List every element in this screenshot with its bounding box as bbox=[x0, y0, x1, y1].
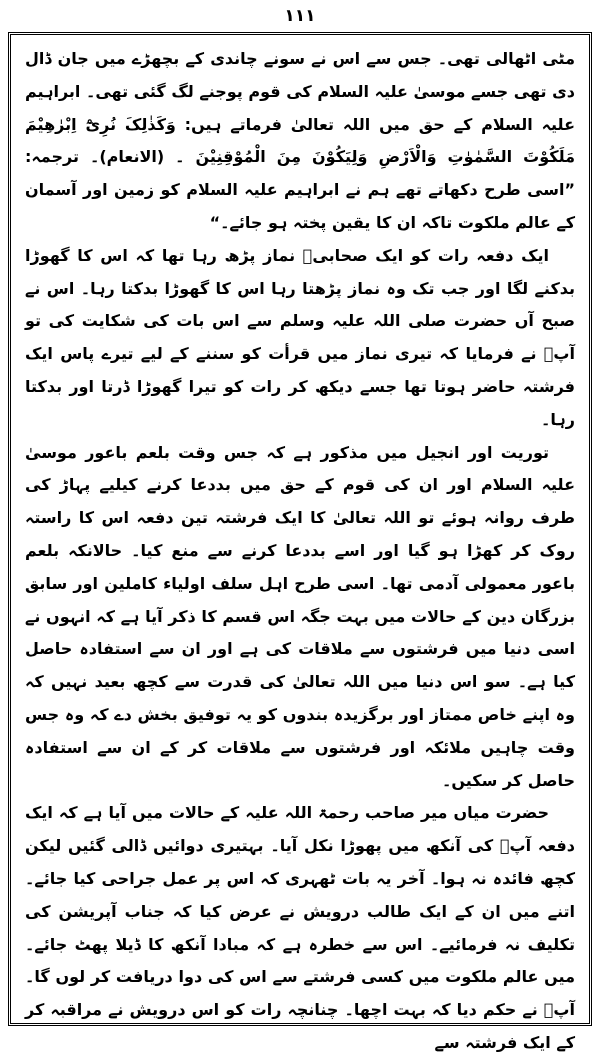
paragraph-2: ایک دفعہ رات کو ایک صحابیؓ نماز پڑھ رہا تھا کہ اس کا گھوڑا بدکنے لگا اور جب تک وہ نماز پڑھتا رہا اس کا گھوڑا بدکتا رہا۔ اس نے صبح آں حضرت صلی اللہ علیہ وسلم سے اس بات کی شکایت کی تو آپؐ نے فرمایا کہ تیری نماز میں قرأت کو سننے کے لیے تیرے پاس ایک فرشتہ حاضر ہوتا تھا جسے دیکھ کر رات کو تیرا گھوڑا ڈرتا اور بدکتا رہا۔ bbox=[25, 245, 575, 429]
paragraph-4: حضرت میاں میر صاحب رحمۃ اللہ علیہ کے حالات میں آیا ہے کہ ایک دفعہ آپؒ کی آنکھ میں پھوڑا نکل آیا۔ بہتیری دوائیں ڈالی گئیں لیکن کچھ فائدہ نہ ہوا۔ آخر یہ بات ٹھہری کہ اس پر عمل جراحی کیا جائے۔ اتنے میں ان کے ایک طالب درویش نے عرض کیا کہ جناب آپریشن کی تکلیف نہ فرمائیے۔ اس سے خطرہ ہے کہ مبادا آنکھ کا ڈیلا پھٹ جائے۔ میں عالم ملکوت میں کسی فرشتے سے اس کی دوا دریافت کر لوں گا۔ آپؒ نے حکم دیا کہ بہت اچھا۔ چنانچہ رات کو اس درویش نے مراقبہ کر کے ایک فرشتہ سے bbox=[25, 803, 575, 1052]
paragraph-1: مٹی اٹھالی تھی۔ جس سے اس نے سونے چاندی کے بچھڑے میں جان ڈال دی تھی جسے موسیٰ علیہ السلام کی قوم پوجنے لگ گئی تھی۔ ابراہیم علیہ السلام کے حق میں اللہ تعالیٰ فرماتے ہیں: وَکَذٰلِکَ نُرِیْٓ اِبْرٰھِیْمَ مَلَکُوْتَ السَّمٰوٰتِ وَالْاَرْضِ وَلِیَکُوْنَ مِنَ الْمُوْقِنِیْنَ ۔ (الانعام)۔ ترجمہ: ”اسی طرح دکھاتے تھے ہم نے ابراہیم علیہ السلام کو زمین اور آسمان کے عالم ملکوت تاکہ ان کا یقین پختہ ہو جائے۔“ bbox=[25, 49, 575, 232]
paragraph-3: توریت اور انجیل میں مذکور ہے کہ جس وقت بلعم باعور موسیٰ علیہ السلام اور ان کی قوم کے حق میں بددعا کرنے کیلیے پہاڑ کی طرف روانہ ہوئے تو اللہ تعالیٰ کا ایک فرشتہ تین دفعہ اس کا راستہ روک کر کھڑا ہو گیا اور اسے بددعا کرنے سے منع کیا۔ حالانکہ بلعم باعور معمولی آدمی تھا۔ اسی طرح اہل سلف اولیاء کاملین اور سابق بزرگان دین کے حالات میں بہت جگہ اس قسم کا ذکر آیا ہے کہ انہوں نے اسی دنیا میں فرشتوں سے ملاقات کی ہے اور ان سے استفادہ حاصل کیا ہے۔ سو اس دنیا میں اللہ تعالیٰ کی قدرت سے کچھ بعید نہیں کہ وہ اپنے خاص ممتاز اور برگزیدہ بندوں کو یہ توفیق بخش دے کہ وہ جس وقت چاہیں ملائکہ اور فرشتوں سے ملاقات کر کے ان سے استفادہ حاصل کر سکیں۔ bbox=[25, 442, 575, 790]
body-text bbox=[25, 43, 575, 1060]
page-number: ۱۱۱ bbox=[284, 6, 316, 26]
page-frame bbox=[8, 32, 592, 1052]
